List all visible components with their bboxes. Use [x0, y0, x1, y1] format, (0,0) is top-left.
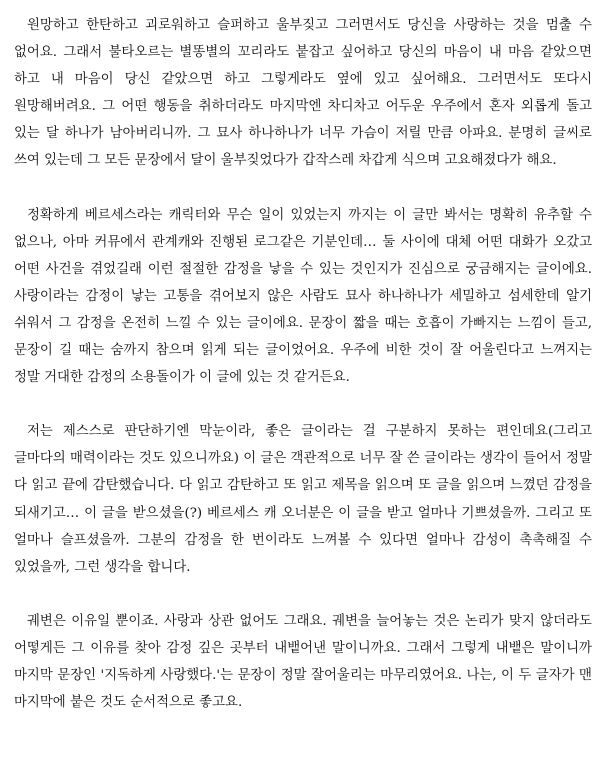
paragraph-2: 정확하게 베르세스라는 캐릭터와 무슨 일이 있었는지 까지는 이 글만 봐서는 명확히 유추할 수 없으나, 아마 커뮤에서 관계캐와 진행된 로그같은 기분인데… 둘 사이에 대체 어떤 대화가 오갔고 어떤 사건을 겪었길래 이런 절절한 감정을 낳을 수 있는 것인지가 진심으로 궁금해지는 글이에요. 사랑이라는 감정이 낳는 고통을 겪어보지 않은 사람도 묘사 하나하나가 세밀하고 섬세한데 알기 쉬워서 그 감정을 온전히 느낄 수 있는 글이에요. 문장이 짧을 때는 호흡이 가빠지는 느낌이 들고, 문장이 길 때는 숨까지 참으며 읽게 되는 글이었어요. 우주에 비한 것이 잘 어울린다고 느껴지는 정말 거대한 감정의 소용돌이가 이 글에 있는 것 같거든요.: [14, 207, 592, 386]
paragraph-4: 궤변은 이유일 뿐이죠. 사랑과 상관 없어도 그래요. 궤변을 늘어놓는 것은 논리가 맞지 않더라도 어떻게든 그 이유를 찾아 감정 깊은 곳부터 내뱉어낸 말이니까요. 그래서 그렇게 내뱉은 말이니까 마지막 문장인 '지독하게 사랑했다.'는 문장이 정말 잘어울리는 마무리였어요. 나는, 이 두 글자가 맨 마지막에 붙은 것도 순서적으로 좋고요.: [14, 613, 592, 711]
paragraph-3: 저는 제스스로 판단하기엔 막눈이라, 좋은 글이라는 걸 구분하지 못하는 편인데요(그리고 글마다의 매력이라는 것도 있으니까요) 이 글은 객관적으로 너무 잘 쓴 글이라는 생각이 들어서 정말 다 읽고 끝에 감탄했습니다. 다 읽고 감탄하고 또 읽고 제목을 읽으며 또 글을 읽으며 느꼈던 감정을 되새기고… 이 글을 받으셨을(?) 베르세스 캐 오너분은 이 글을 받고 얼마나 기쁘셨을까. 그리고 또 얼마나 슬프셨을까. 그분의 감정을 한 번이라도 느껴볼 수 있다면 얼마나 감성이 촉촉해질 수 있었을까, 그런 생각을 합니다.: [14, 424, 592, 575]
paragraph-1: 원망하고 한탄하고 괴로워하고 슬퍼하고 울부짖고 그러면서도 당신을 사랑하는 것을 멈출 수 없어요. 그래서 불타오르는 별똥별의 꼬리라도 붙잡고 싶어하고 당신의 마음이 내 마음 같았으면 하고 내 마음이 당신 같았으면 하고 그렇게라도 옆에 있고 싶어해요. 그러면서도 또다시 원망해버려요. 그 어떤 행동을 취하더라도 마지막엔 차디차고 어두운 우주에서 혼자 외롭게 돌고 있는 달 하나가 남아버리니까. 그 묘사 하나하나가 너무 가슴이 저릴 만큼 아파요. 분명히 글씨로 쓰여 있는데 그 모든 문장에서 달이 울부짖었다가 갑작스레 차갑게 식으며 고요해졌다가 해요.: [14, 18, 592, 169]
